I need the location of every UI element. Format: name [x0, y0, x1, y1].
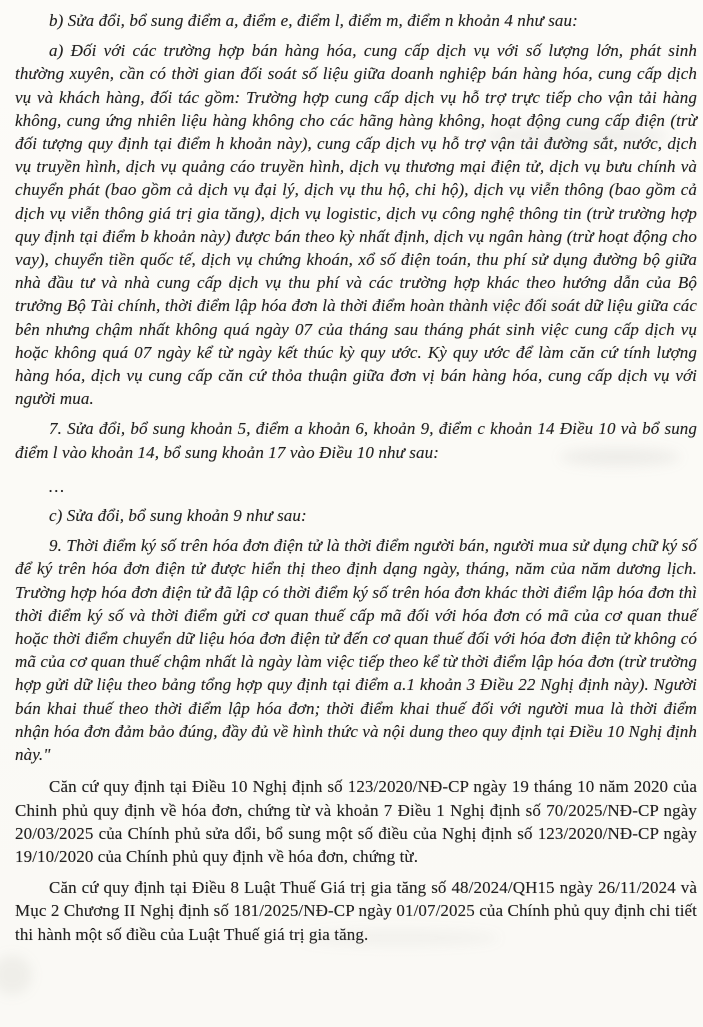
- paragraph-amendment-point-c: c) Sửa đổi, bổ sung khoản 9 như sau:: [49, 506, 307, 526]
- paragraph-ellipsis: …: [49, 476, 67, 496]
- scan-smudge: [0, 955, 32, 995]
- paragraph-clause-7-amendment: 7. Sửa đổi, bổ sung khoản 5, điểm a khoản 6, khoản 9, điểm c khoản 14 Điều 10 và bổ sung điểm l vào khoản 14, bổ sung khoản 17 vào Điều 10 như sau:: [15, 419, 697, 462]
- paragraph-amended-point-a-invoice-timing: a) Đối với các trường hợp bán hàng hóa, cung cấp dịch vụ với số lượng lớn, phát sinh thường xuyên, cần có thời gian đối soát số liệu giữa doanh nghiệp bán hàng hóa, cung cấp dịch vụ và khách hàng, đối tác gồm: Trường hợp cung cấp dịch vụ hỗ trợ trực tiếp cho vận tải hàng không, cung ứng nhiên liệu hàng không cho các hãng hàng không, hoạt động cung cấp điện (trừ đối tượng quy định tại điểm h khoản này), cung cấp dịch vụ hỗ trợ vận tải đường sắt, nước, dịch vụ truyền hình, dịch vụ quảng cáo truyền hình, dịch vụ thương mại điện tử, dịch vụ bưu chính và chuyển phát (bao gồm cả dịch vụ đại lý, dịch vụ thu hộ, chi hộ), dịch vụ viễn thông (bao gồm cả dịch vụ viễn thông giá trị gia tăng), dịch vụ logistic, dịch vụ công nghệ thông tin (trừ trường hợp quy định tại điểm b khoản này) được bán theo kỳ nhất định, dịch vụ ngân hàng (trừ hoạt động cho vay), chuyển tiền quốc tế, dịch vụ chứng khoán, xổ số điện toán, thu phí sử dụng đường bộ giữa nhà đầu tư và nhà cung cấp dịch vụ thu phí và các trường hợp khác theo hướng dẫn của Bộ trưởng Bộ Tài chính, thời điểm lập hóa đơn là thời điểm hoàn thành việc đối soát dữ liệu giữa các bên nhưng chậm nhất không quá ngày 07 của tháng sau tháng phát sinh việc cung cấp dịch vụ hoặc không quá 07 ngày kể từ ngày kết thúc kỳ quy ước. Kỳ quy ước để làm căn cứ tính lượng hàng hóa, dịch vụ cung cấp căn cứ thỏa thuận giữa đơn vị bán hàng hóa, cung cấp dịch vụ với người mua.: [15, 41, 697, 409]
- document-body: [15, 9, 697, 946]
- paragraph-legal-basis-vat-law-48-2024: Căn cứ quy định tại Điều 8 Luật Thuế Giá trị gia tăng số 48/2024/QH15 ngày 26/11/2024 và Mục 2 Chương II Nghị định số 181/2025/NĐ-CP ngày 01/07/2025 của Chính phủ quy định chi tiết thi hành một số điều của Luật Thuế giá trị gia tăng.: [15, 878, 697, 944]
- paragraph-amendment-point-b: b) Sửa đổi, bổ sung điểm a, điểm e, điểm l, điểm m, điểm n khoản 4 như sau:: [49, 11, 578, 30]
- paragraph-clause-9-digital-signature-timing: 9. Thời điểm ký số trên hóa đơn điện tử là thời điểm người bán, người mua sử dụng chữ ký số để ký trên hóa đơn điện tử được hiển thị theo định dạng ngày, tháng, năm của năm dương lịch. Trường hợp hóa đơn điện tử đã lập có thời điểm ký số trên hóa đơn khác thời điểm lập hóa đơn thì thời điểm ký số và thời điểm gửi cơ quan thuế cấp mã đối với hóa đơn có mã của cơ quan thuế hoặc thời điểm chuyển dữ liệu hóa đơn điện tử đến cơ quan thuế đối với hóa đơn điện tử không có mã của cơ quan thuế chậm nhất là ngày làm việc tiếp theo kể từ thời điểm lập hóa đơn (trừ trường hợp gửi dữ liệu theo bảng tổng hợp quy định tại điểm a.1 khoản 3 Điều 22 Nghị định này). Người bán khai thuế theo thời điểm lập hóa đơn; thời điểm khai thuế đối với người mua là thời điểm nhận hóa đơn đảm bảo đúng, đầy đủ về hình thức và nội dung theo quy định tại Điều 10 Nghị định này.": [15, 536, 697, 765]
- paragraph-legal-basis-decree-123-2020: Căn cứ quy định tại Điều 10 Nghị định số 123/2020/NĐ-CP ngày 19 tháng 10 năm 2020 của Chinh phủ quy định về hóa đơn, chứng từ và khoản 7 Điều 1 Nghị định số 70/2025/NĐ-CP ngày 20/03/2025 của Chính phủ sửa dổi, bổ sung một số điều của Nghị định số 123/2020/NĐ-CP ngày 19/10/2020 của Chính phủ quy định về hóa đơn, chứng từ.: [15, 777, 697, 866]
